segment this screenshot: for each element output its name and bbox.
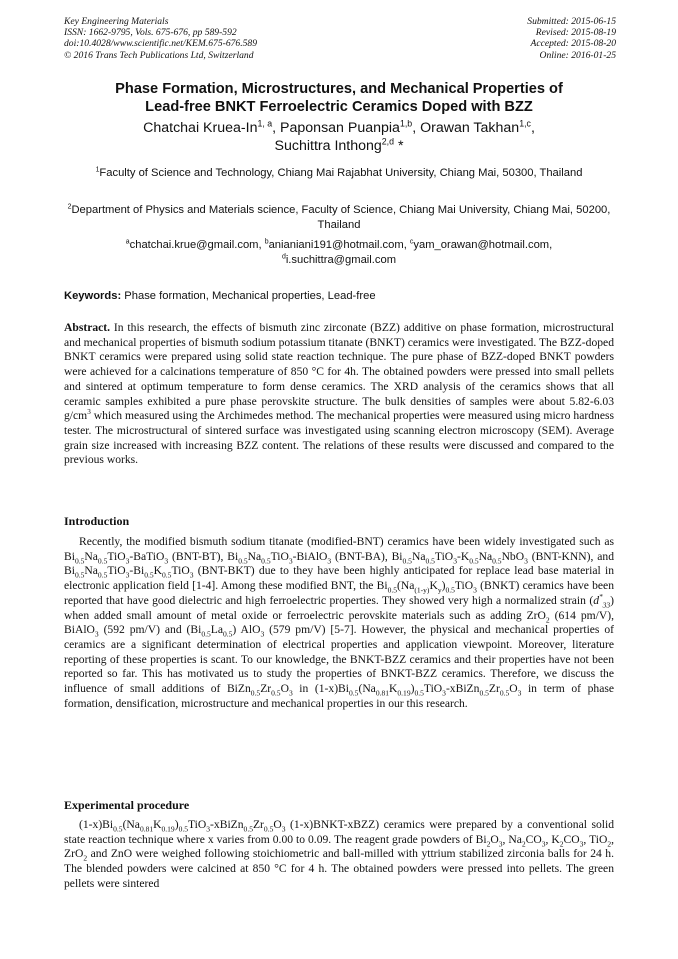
introduction-paragraph: Recently, the modified bismuth sodium titanate (modified-BNT) ceramics have been widely investigated such as $Bi_{0.5}Na_{0.5}TiO_3-BaTiO_3$ (BNT-BT), $Bi_{0.5}Na_{0.5}TiO_3-BiAlO_3$ (BNT-BA), $Bi_{0.5}Na_{0.5}TiO_3-K_{0.5}Na_{0.5}NbO_3$ (BNT-KNN), and $Bi_{0.5}Na_{0.5}TiO_3-Bi_{0.5}K_{0.5}TiO_3$ (BNT-BKT) due to they have been highly anticipated for replace lead base material in electronic application field [1-4]. Among these modified BNT, the $Bi_{0.5}(Na_{(1-y)}K_y)_{0.5}TiO_3$ (BNKT) ceramics have been reported that have good dielectric and high ferroelectric properties. They showed very high a normalized strain $(d^*_{33})$ when added small amount of metal oxide or ferroelectric perovskite materials such as adding ZrO$_2$ (614 pm/V), BiAlO$_3$ (592 pm/V) and $(Bi_{0.5}La_{0.5})$ AlO$_3$ (579 pm/V) [5-7]. However, the physical and mechanical properties of ceramics are a significant determination of electrical properties and application viewpoint. Moreover, literature reporting of these properties is scant. To our knowledge, the BNKT-BZZ ceramics and their properties have not been reported so far. This has motivated us to study the properties of BNKT-BZZ ceramics. Therefore, we discuss the influence of small additions of $BiZn_{0.5}Zr_{0.5}O_3$ in $(1-x)Bi_{0.5}(Na_{0.81}K_{0.19})_{0.5}TiO_3-xBiZn_{0.5}Zr_{0.5}O_3$ in term of phase formation, densification, microstructure and mechanical properties in our this research. [64, 535, 615, 710]
email-d: i.suchittra@gmail.com [285, 253, 397, 266]
author-list: Chatchai Kruea-In$^{1, a}$, Paponsan Puanpia$^{1,b}$, Orawan Takhan$^{1,c}$, Suchittra Inthong$^{2,d}$ * [143, 118, 535, 155]
revised-date: Revised: 2015-08-19 [535, 27, 616, 39]
journal-info [64, 16, 257, 61]
dates-info [527, 16, 616, 61]
doi-line: doi:10.4028/www.scientific.net/KEM.675-676.589 [64, 38, 258, 50]
accepted-date: Accepted: 2015-08-20 [530, 38, 616, 50]
keywords-text: Phase formation, Mechanical properties, Lead-free [121, 290, 376, 302]
title-line-1: Phase Formation, Microstructures, and Mechanical Properties of [115, 81, 563, 97]
keywords [64, 289, 616, 303]
email-c: yam_orawan@hotmail.com, [413, 239, 553, 251]
keywords-label: Keywords: [64, 290, 122, 302]
online-date: Online: 2016-01-25 [539, 49, 616, 61]
email-b: anianiani191@hotmail.com, [268, 239, 410, 251]
author-emails: $^a$chatchai.krue@gmail.com, $^b$anianiani191@hotmail.com, $^c$yam_orawan@hotmail.com, $^d$i.suchittra@gmail.com [125, 238, 553, 266]
d33-symbol: $d^*_{33}$ [593, 592, 611, 610]
experimental-paragraph: $(1-x)Bi_{0.5}(Na_{0.81}K_{0.19})_{0.5}TiO_3-xBiZn_{0.5}Zr_{0.5}O_3$ (1-x)BNKT-xBZZ) ceramics were prepared by a conventional solid state reaction technique where x varies from 0.00 to 0.09. The reagent grade powders of $Bi_2O_3$, $Na_2CO_3$, $K_2CO_3$, TiO$_2$, ZrO$_2$ and ZnO were weighed following stoichiometric and ball-milled with yttrium stabilized zirconia balls for 24 h. The blended powders were calcined at 850 °C for 4 h. The obtained powders were pressed into pellets. The green pellets were sintered [64, 818, 615, 890]
affiliation-2: $^2$Department of Physics and Materials science, Faculty of Science, Chiang Mai University, Chiang Mai, 50200, Thailand [67, 203, 611, 231]
experimental-heading: Experimental procedure [64, 798, 190, 812]
affiliation-1: $^1$Faculty of Science and Technology, Chiang Mai Rajabhat University, Chiang Mai, 50300, Thailand [95, 166, 583, 179]
author-1: Chatchai Kruea-In [143, 120, 258, 136]
copyright-line: © 2016 Trans Tech Publications Ltd, Switzerland [64, 49, 254, 61]
author-3: , Orawan Takhan [412, 120, 520, 136]
abstract-paragraph: Abstract. In this research, the effects of bismuth zinc zirconate (BZZ) additive on phase formation, microstructural and mechanical properties of bismuth sodium potassium titanate (BNKT) ceramics were investigated. The BZZ-doped BNKT ceramics were prepared using solid state reaction technique. The pure phase of BZZ-doped BNKT powders were achieved for a calcinations temperature of 850 °C for 4h. The obtained powders were pressed into small pellets and sintered at optimum temperature to form dense ceramics. The XRD analysis of the ceramics shows that all ceramic samples exhibited a pure phase perovskite structure. The bulk densities of samples were about 5.82-6.03 $g/cm^3$ which measured using the Archimedes method. The mechanical properties were measured using micro hardness tester. The microstructural of sintered surface was investigated using scanning electron microscopy (SEM). Average grain size increased with increasing BZZ content. The relations of these results were discussed and compared to the previous works. [64, 321, 614, 467]
author-4: Suchittra Inthong [274, 138, 382, 155]
title-line-2: Lead-free BNKT Ferroelectric Ceramics Doped with BZZ [145, 99, 533, 115]
author-2: , Paponsan Puanpia [272, 120, 400, 136]
paper-title [64, 80, 614, 116]
email-a: chatchai.krue@gmail.com, [129, 239, 265, 251]
submitted-date: Submitted: 2015-06-15 [527, 16, 616, 27]
issn-line: ISSN: 1662-9795, Vols. 675-676, pp 589-592 [64, 27, 237, 39]
abstract-label: Abstract. [64, 321, 111, 334]
journal-name: Key Engineering Materials [64, 16, 169, 27]
introduction-heading: Introduction [64, 514, 130, 528]
